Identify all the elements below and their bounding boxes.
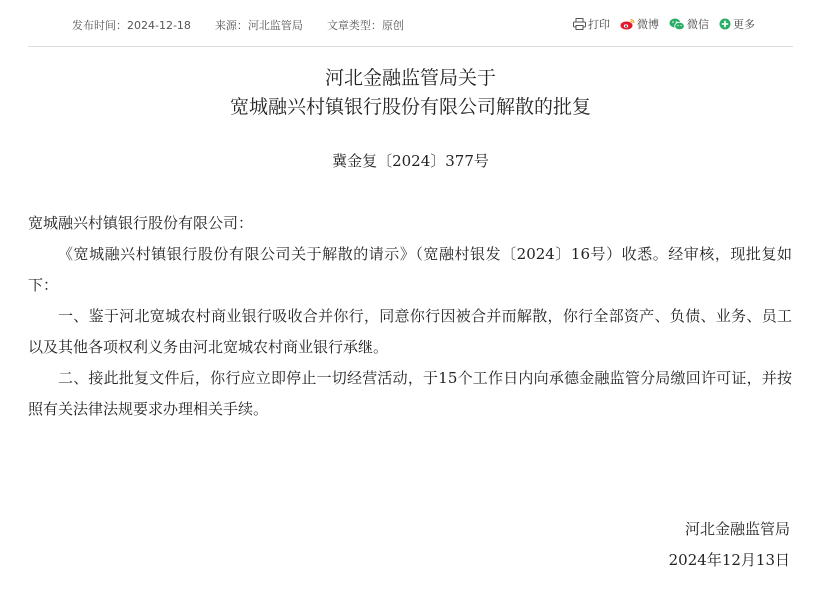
body-paragraph: 一、鉴于河北宽城农村商业银行吸收合并你行，同意你行因被合并而解散，你行全部资产、负债、业务、员工以及其他各项权利义务由河北宽城农村商业银行承继。 [28, 307, 792, 356]
print-button[interactable] [573, 16, 610, 32]
weibo-label: 微博 [637, 18, 659, 31]
addressee: 宽城融兴村镇银行股份有限公司： [28, 214, 254, 232]
print-icon [573, 18, 586, 30]
title-line-1: 河北金融监管局关于 [324, 67, 496, 89]
wechat-icon [669, 18, 685, 31]
document-title [0, 64, 821, 122]
signer-name: 河北金融监管局 [684, 520, 790, 538]
more-label: 更多 [733, 18, 755, 31]
wechat-share-button[interactable] [669, 16, 709, 32]
weibo-icon [620, 18, 635, 30]
more-share-button[interactable] [719, 16, 755, 32]
publish-date-value: 2024-12-18 [127, 19, 191, 32]
document-number: 冀金复〔2024〕377号 [332, 152, 489, 170]
source [215, 17, 303, 33]
weibo-share-button[interactable] [620, 16, 659, 32]
source-value: 河北监管局 [247, 19, 303, 32]
article-meta-bar [28, 0, 793, 47]
signature-block [669, 514, 790, 576]
title-line-2: 宽城融兴村镇银行股份有限公司解散的批复 [229, 96, 591, 118]
share-toolbar [573, 16, 755, 32]
body-paragraph: 二、接此批复文件后，你行应立即停止一切经营活动，于15个工作日内向承德金融监管分局缴回许可证，并按照有关法律法规要求办理相关手续。 [28, 369, 792, 418]
more-icon [719, 18, 731, 30]
print-label: 打印 [588, 18, 610, 31]
document-body [28, 208, 792, 425]
signature-date: 2024年12月13日 [668, 551, 790, 569]
publish-date [72, 17, 191, 33]
doc-type-label: 文章类型： [326, 19, 382, 32]
article-meta-info [72, 17, 404, 33]
body-paragraph: 《宽城融兴村镇银行股份有限公司关于解散的请示》（宽融村银发〔2024〕16号）收悉。经审核，现批复如下： [28, 245, 792, 294]
doc-type-value: 原创 [381, 19, 404, 32]
publish-date-label: 发布时间： [72, 19, 127, 32]
wechat-label: 微信 [687, 18, 709, 31]
source-label: 来源： [214, 19, 248, 32]
doc-type [327, 17, 404, 33]
